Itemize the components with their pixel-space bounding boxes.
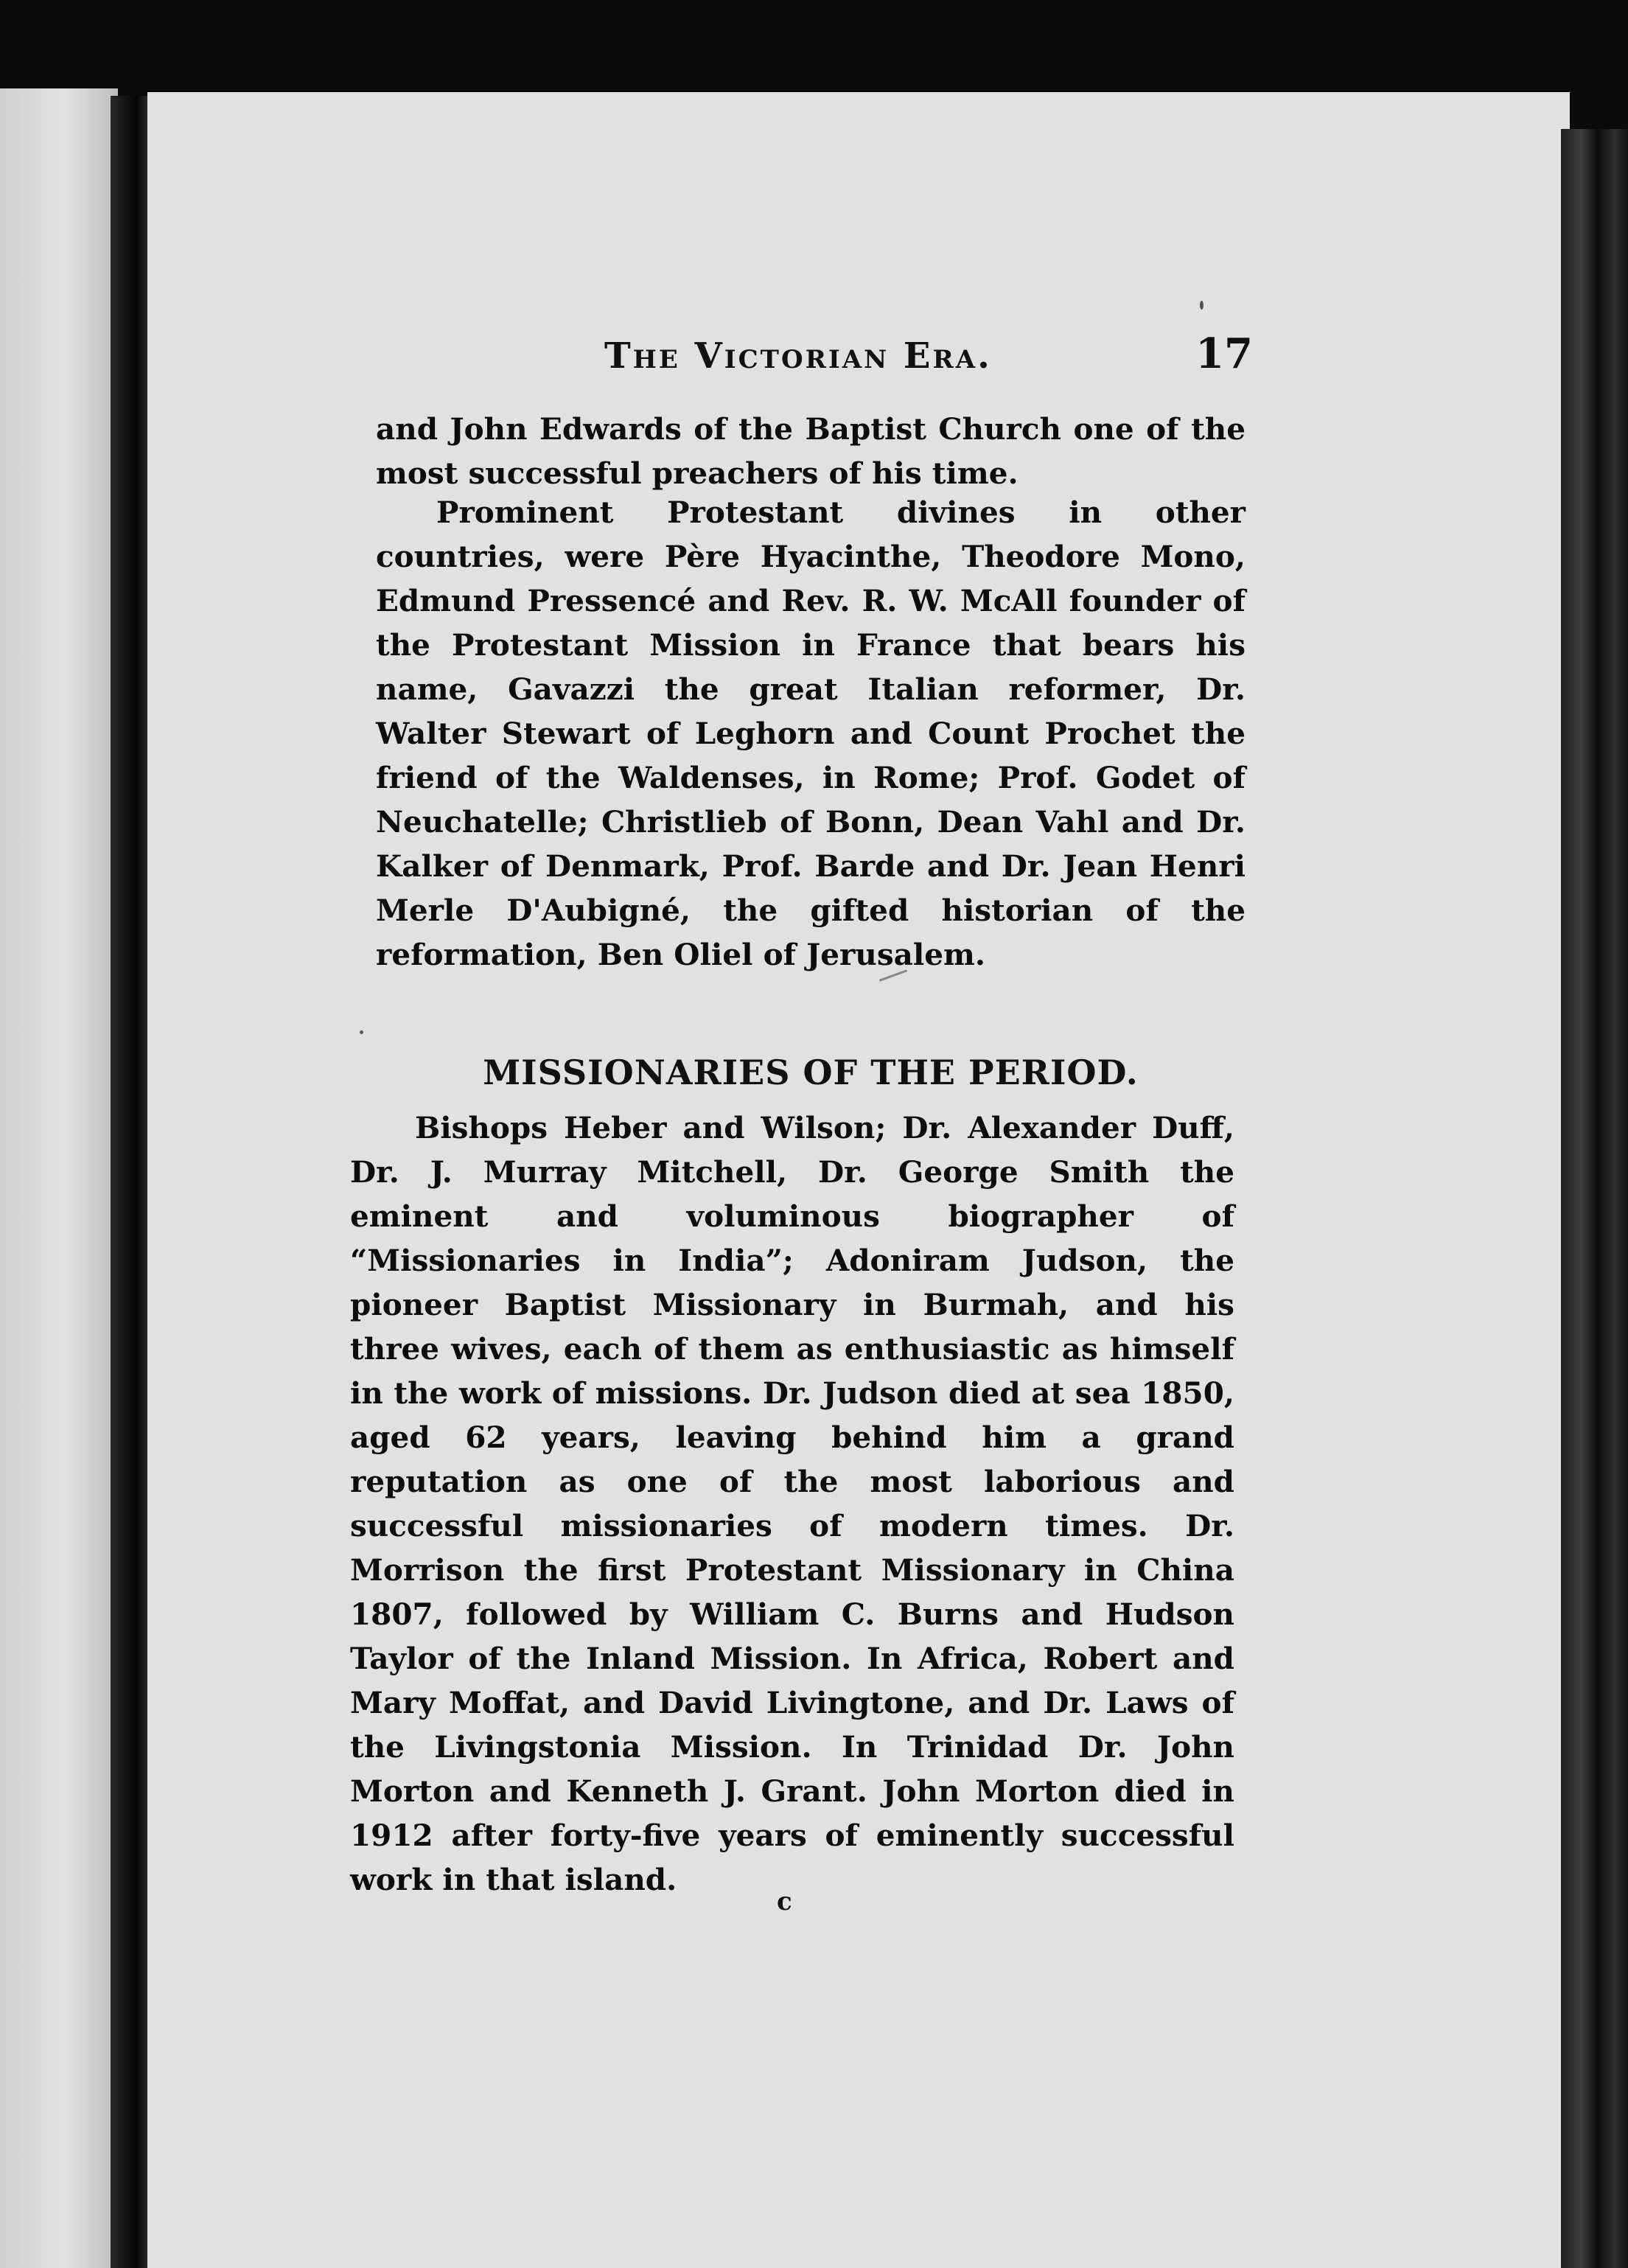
right-page-edges xyxy=(1561,129,1628,2268)
page-header xyxy=(604,329,1253,394)
running-title: The Victorian Era. xyxy=(604,335,992,377)
section-heading: MISSIONARIES OF THE PERIOD. xyxy=(483,1053,1139,1092)
signature-mark: c xyxy=(777,1887,792,1916)
missionaries-paragraph: Bishops Heber and Wilson; Dr. Alexander Duff, Dr. J. Murray Mitchell, Dr. George Smith the eminent and voluminous biographer of “Missionaries in India”; Adoniram Judson, the pioneer Baptist Missionary in Burmah, and his three wives, each of them as enthusiastic as himself in the work of missions. Dr. Judson died at sea 1850, aged 62 years, leaving behind him a grand reputation as one of the most laborious and successful missionaries of modern times. Dr. Morrison the first Protestant Missionary in China 1807, followed by William C. Burns and Hudson Taylor of the Inland Mission. In Africa, Robert and Mary Moffat, and David Livingtone, and Dr. Laws of the Livingstonia Mission. In Trinidad Dr. John Morton and Kenneth J. Grant. John Morton died in 1912 after forty-five years of eminently successful work in that island. xyxy=(350,1110,1234,1897)
protestant-divines-paragraph: Prominent Protestant divines in other countries, were Père Hyacinthe, Theodore Mono, Edmund Pressencé and Rev. R. W. McAll founder of the Protestant Mission in France that bears his name, Gavazzi the great Italian reformer, Dr. Walter Stewart of Leghorn and Count Prochet the friend of the Waldenses, in Rome; Prof. Godet of Neuchatelle; Christlieb of Bonn, Dean Vahl and Dr. Kalker of Denmark, Prof. Barde and Dr. Jean Henri Merle D'Aubigné, the gifted historian of the reformation, Ben Oliel of Jerusalem. xyxy=(376,495,1246,972)
page-number: 17 xyxy=(1195,329,1253,378)
left-page-edge xyxy=(0,88,118,2268)
continuation-paragraph: and John Edwards of the Baptist Church one of the most successful preachers of his time. xyxy=(376,411,1246,491)
dust-speck xyxy=(360,1030,363,1034)
dust-speck xyxy=(1200,301,1203,310)
